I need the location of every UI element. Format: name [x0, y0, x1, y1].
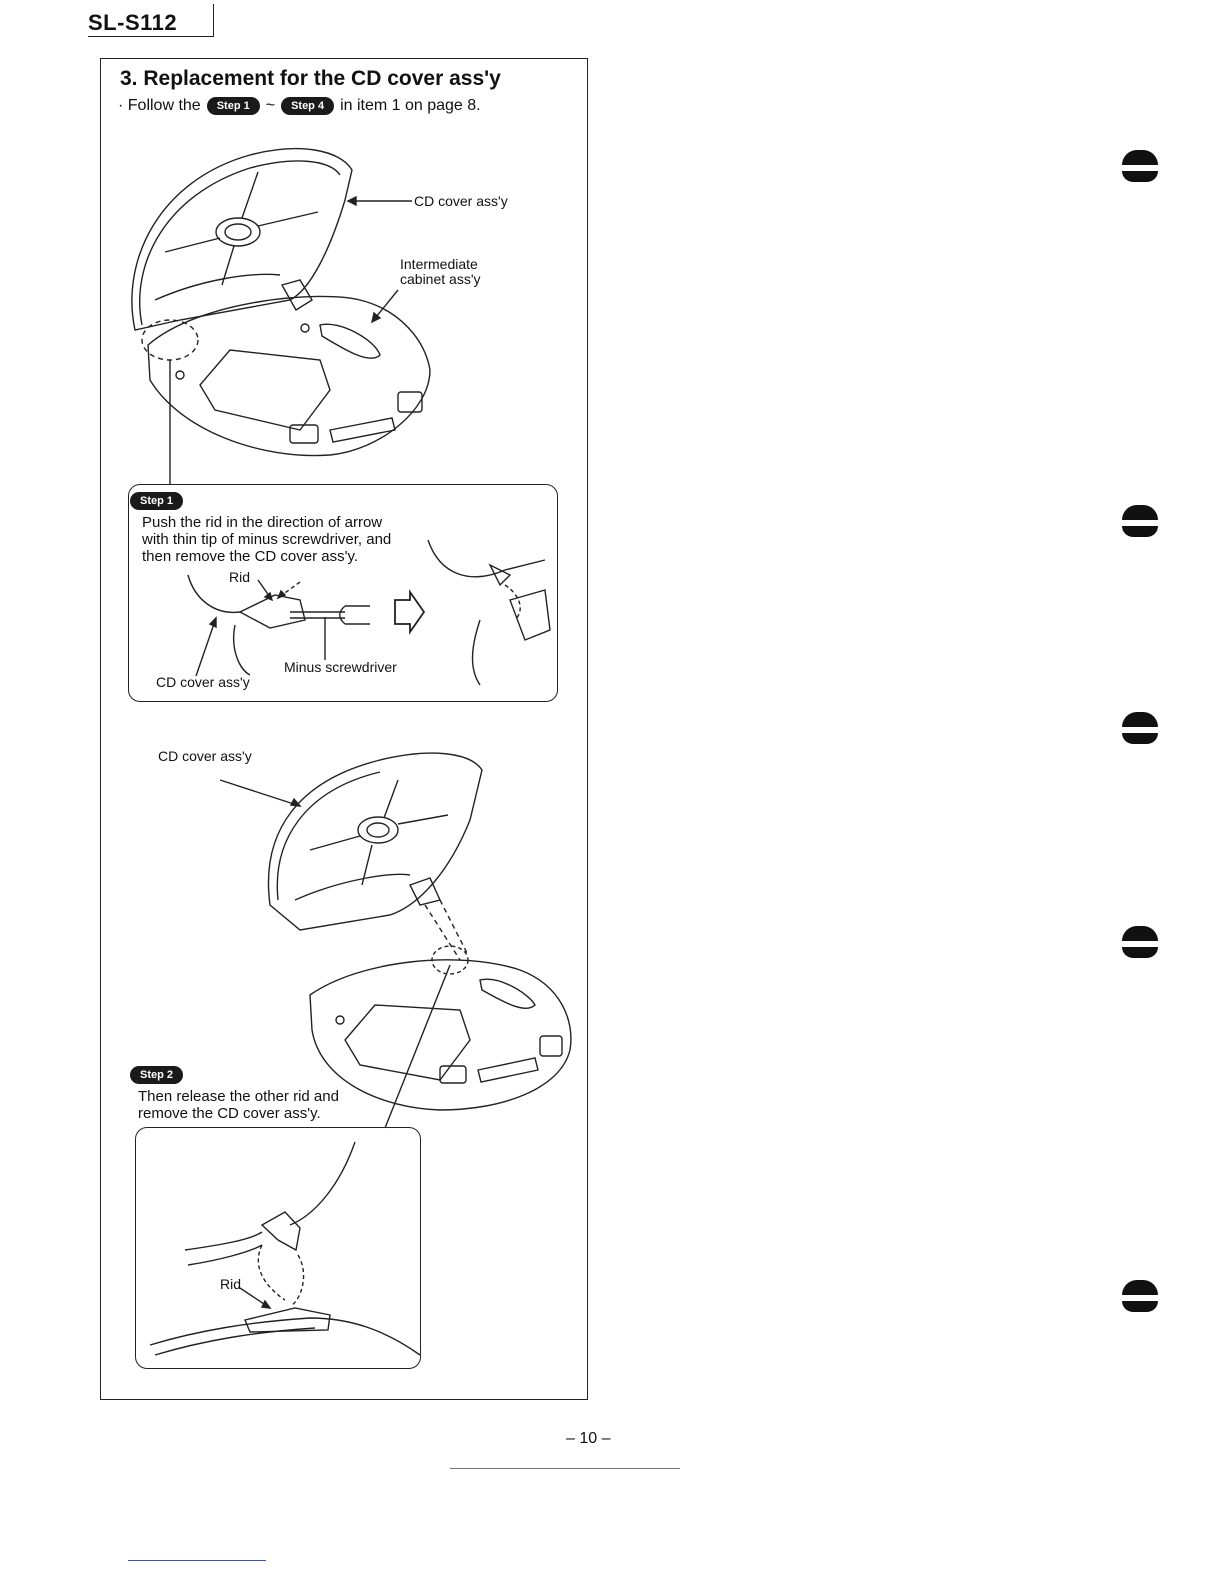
registration-mark-1 — [1122, 150, 1158, 186]
minus-screwdriver-label: Minus screwdriver — [284, 659, 397, 675]
step2-instructions — [138, 1088, 339, 1122]
step1-instructions — [142, 514, 391, 565]
step1-badge: Step 1 — [130, 492, 183, 510]
step2-badge: Step 2 — [130, 1066, 183, 1084]
follow-suffix: in item 1 on page 8. — [340, 97, 481, 114]
intermediate-cabinet-label-line1: Intermediate — [400, 256, 478, 272]
intermediate-cabinet-label-line2: cabinet ass'y — [400, 271, 481, 287]
figure2-cd-cover-label: CD cover ass'y — [158, 748, 252, 764]
step1-line1: Push the rid in the direction of arrow — [142, 514, 383, 531]
intermediate-cabinet-label — [400, 257, 481, 287]
figure1-player — [132, 149, 430, 484]
registration-mark-3 — [1122, 712, 1158, 748]
page-number: – 10 – — [566, 1430, 611, 1447]
model-number: SL-S112 — [88, 10, 178, 35]
figure2-player — [220, 753, 571, 1128]
step-to-badge: Step 4 — [281, 97, 334, 115]
step-from-badge: Step 1 — [207, 97, 260, 115]
step1-cd-cover-label: CD cover ass'y — [156, 674, 250, 690]
footer-rule — [450, 1468, 680, 1469]
registration-mark-5 — [1122, 1280, 1158, 1316]
registration-mark-4 — [1122, 926, 1158, 962]
step1-line3: then remove the CD cover ass'y. — [142, 548, 359, 565]
step1-line2: with thin tip of minus screwdriver, and — [142, 531, 392, 548]
range-separator: ~ — [265, 97, 276, 114]
cd-cover-label: CD cover ass'y — [414, 193, 508, 209]
registration-mark-2 — [1122, 505, 1158, 541]
step2-detail-box — [135, 1127, 421, 1369]
step2-line2: remove the CD cover ass'y. — [138, 1105, 321, 1122]
step2-rid-label: Rid — [220, 1276, 242, 1292]
section-title: 3. Replacement for the CD cover ass'y — [120, 67, 501, 90]
step2-line1: Then release the other rid and — [138, 1088, 339, 1105]
bottom-edge-rule — [128, 1560, 266, 1561]
follow-prefix: · Follow the — [118, 97, 201, 114]
step1-rid-label: Rid — [229, 569, 251, 585]
